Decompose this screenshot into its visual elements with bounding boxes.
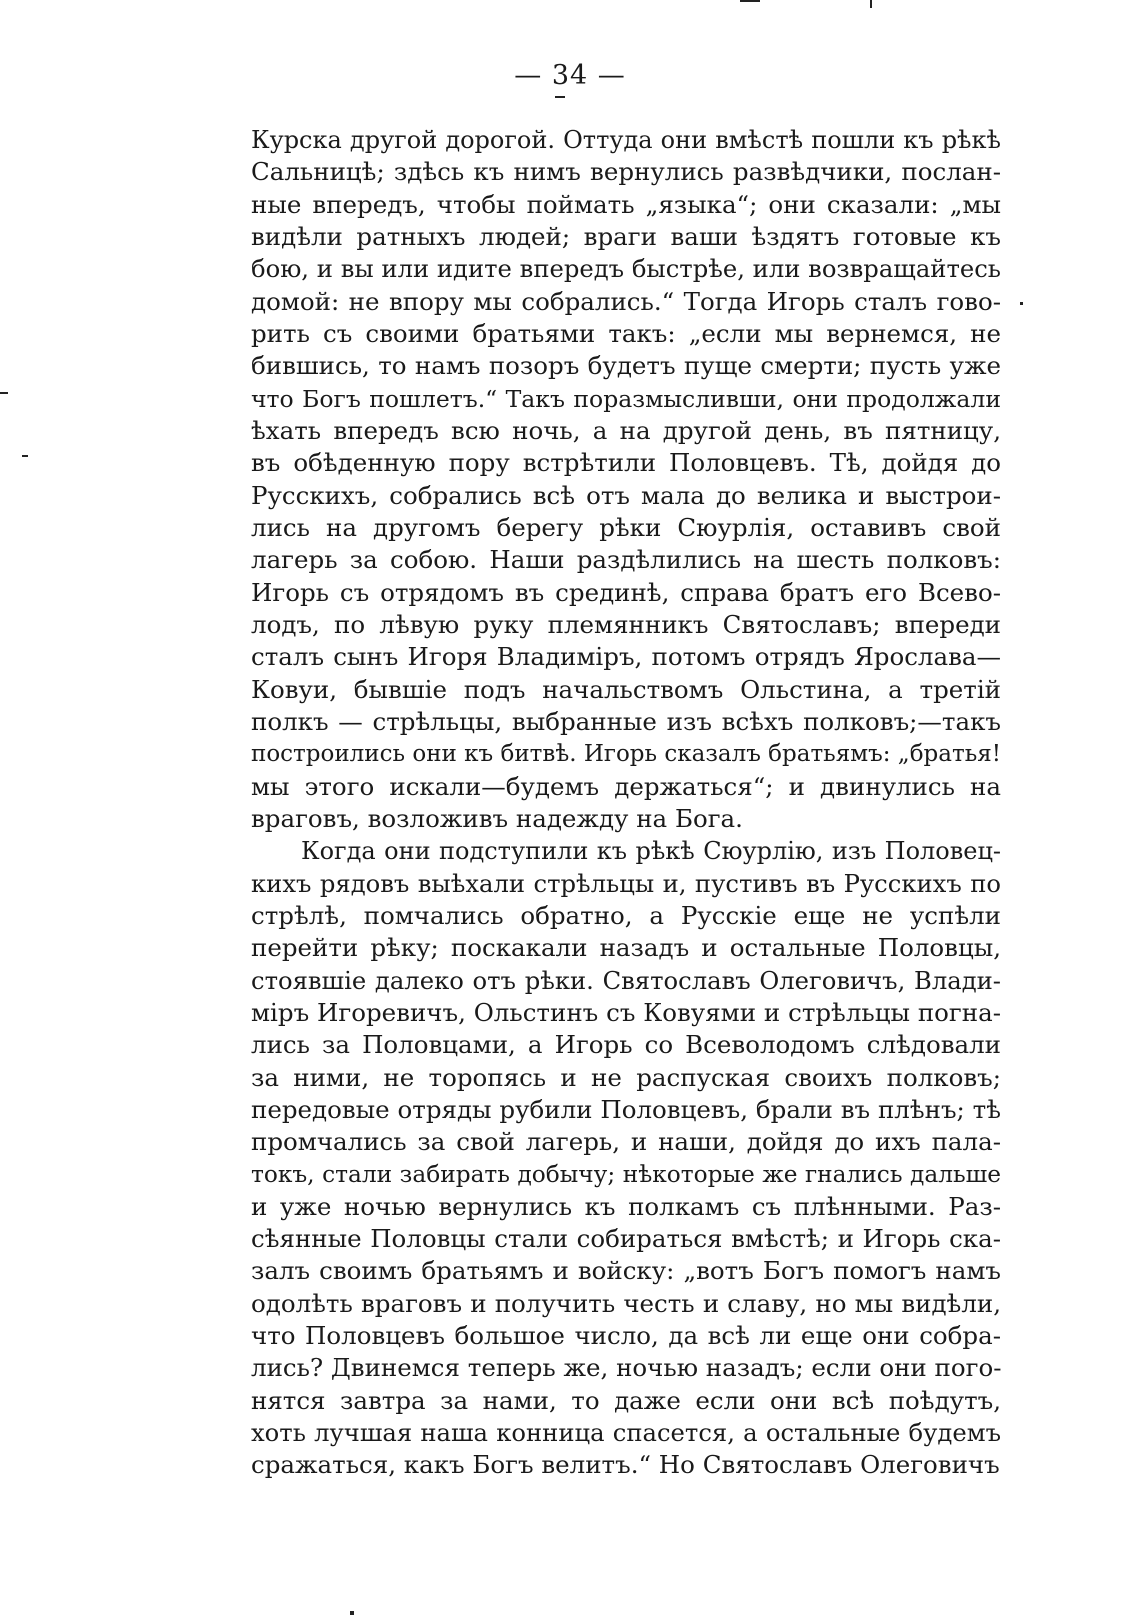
- scan-mark-under-number: [555, 96, 565, 98]
- scan-mark-top: [740, 0, 760, 2]
- text-line: сталъ сынъ Игоря Владиміръ, потомъ отрядъ Ярослава—: [251, 642, 1001, 672]
- scan-mark-top-right: [870, 0, 872, 8]
- text-line: Курска другой дорогой. Оттуда они вмѣстѣ пошли къ рѣкѣ: [251, 126, 1001, 154]
- paragraph: [251, 835, 1001, 1482]
- text-line: враговъ, возложивъ надежду на Бога.: [251, 803, 743, 833]
- text-line: полкъ — стрѣльцы, выбранные изъ всѣхъ полковъ;—такъ: [251, 706, 1001, 736]
- text-line: и уже ночью вернулись къ полкамъ съ плѣнными. Раз-: [251, 1191, 1001, 1221]
- text-line: стоявшіе далеко отъ рѣки. Святославъ Олеговичъ, Влади-: [251, 965, 1001, 995]
- text-line: одолѣть враговъ и получить честь и славу, но мы видѣли,: [251, 1288, 1001, 1318]
- text-line: лагерь за собою. Наши раздѣлились на шесть полковъ:: [251, 545, 1001, 575]
- text-line: нятся завтра за нами, то даже если они всѣ поѣдутъ,: [251, 1385, 1001, 1415]
- text-line: перейти рѣку; поскакали назадъ и остальные Половцы,: [251, 933, 1001, 963]
- text-line: бившись, то намъ позоръ будетъ пуще смерти; пусть уже: [251, 351, 1001, 381]
- text-line: Игорь съ отрядомъ въ срединѣ, справа братъ его Всево-: [251, 577, 1001, 607]
- text-line: сражаться, какъ Богъ велитъ.“ Но Святославъ Олеговичъ: [251, 1450, 1000, 1480]
- text-line: въ обѣденную пору встрѣтили Половцевъ. Тѣ, дойдя до: [251, 448, 1001, 478]
- text-line: сѣянные Половцы стали собираться вмѣстѣ; и Игорь ска-: [251, 1224, 1001, 1254]
- text-line: бою, и вы или идите впередъ быстрѣе, или возвращайтесь: [251, 254, 1001, 284]
- text-line: мы этого искали—будемъ держаться“; и двинулись на: [251, 771, 1001, 801]
- text-line: лодъ, по лѣвую руку племянникъ Святославъ; впереди: [251, 609, 1001, 639]
- text-line: кихъ рядовъ выѣхали стрѣльцы и, пустивъ въ Русскихъ по: [251, 868, 1001, 898]
- text-line: построились они къ битвѣ. Игорь сказалъ братьямъ: „братья!: [251, 741, 1001, 768]
- text-line: что Половцевъ большое число, да всѣ ли еще они собра-: [251, 1321, 1001, 1351]
- text-line: ѣхать впередъ всю ночь, а на другой день, въ пятницу,: [251, 415, 1001, 445]
- scan-mark-right: [1020, 302, 1023, 305]
- text-line: стрѣлѣ, помчались обратно, а Русскіе еще не успѣли: [251, 900, 1001, 930]
- text-line: Сальницѣ; здѣсь къ нимъ вернулись развѣдчики, послан-: [251, 157, 1001, 187]
- text-line: лись за Половцами, а Игорь со Всеволодомъ слѣдовали: [251, 1030, 1001, 1060]
- scan-mark-bottom: [350, 1611, 354, 1615]
- text-line: что Богъ пошлетъ.“ Такъ поразмысливши, они продолжали: [251, 384, 1001, 413]
- body-text: [251, 124, 1001, 1482]
- text-line: рить съ своими братьями такъ: „если мы вернемся, не: [251, 318, 1001, 348]
- text-line: Когда они подступили къ рѣкѣ Сюурлію, изъ Половец-: [301, 837, 1001, 866]
- text-line: за ними, не торопясь и не распуская своихъ полковъ;: [251, 1062, 1001, 1092]
- text-line: промчались за свой лагерь, и наши, дойдя до ихъ пала-: [251, 1127, 1001, 1157]
- text-line: Ковуи, бывшіе подъ начальствомъ Ольстина, а третій: [251, 674, 1001, 704]
- text-line: токъ, стали забирать добычу; нѣкоторые же гнались дальше: [251, 1160, 1001, 1188]
- text-line: лись? Двинемся теперь же, ночью назадъ; если они пого-: [251, 1353, 1001, 1383]
- text-line: Русскихъ, собрались всѣ отъ мала до велика и выстрои-: [251, 480, 1001, 510]
- text-line: ные впередъ, чтобы поймать „языка“; они сказали: „мы: [251, 189, 1001, 219]
- text-line: хоть лучшая наша конница спасется, а остальные будемъ: [251, 1418, 1001, 1448]
- scan-mark-left-2: [22, 455, 28, 457]
- page-number: — 34 —: [514, 60, 626, 91]
- paragraph: [251, 124, 1001, 835]
- text-line: передовые отряды рубили Половцевъ, брали въ плѣнъ; тѣ: [251, 1094, 1001, 1124]
- text-line: лись на другомъ берегу рѣки Сюурлія, оставивъ свой: [251, 512, 1001, 542]
- text-line: видѣли ратныхъ людей; враги ваши ѣздятъ готовые къ: [251, 221, 1001, 251]
- text-line: міръ Игоревичъ, Ольстинъ съ Ковуями и стрѣльцы погна-: [251, 997, 1001, 1027]
- text-line: домой: не впору мы собрались.“ Тогда Игорь сталъ гово-: [251, 286, 1001, 316]
- scan-mark-left-1: [0, 392, 8, 394]
- text-line: залъ своимъ братьямъ и войску: „вотъ Богъ помогъ намъ: [251, 1256, 1001, 1286]
